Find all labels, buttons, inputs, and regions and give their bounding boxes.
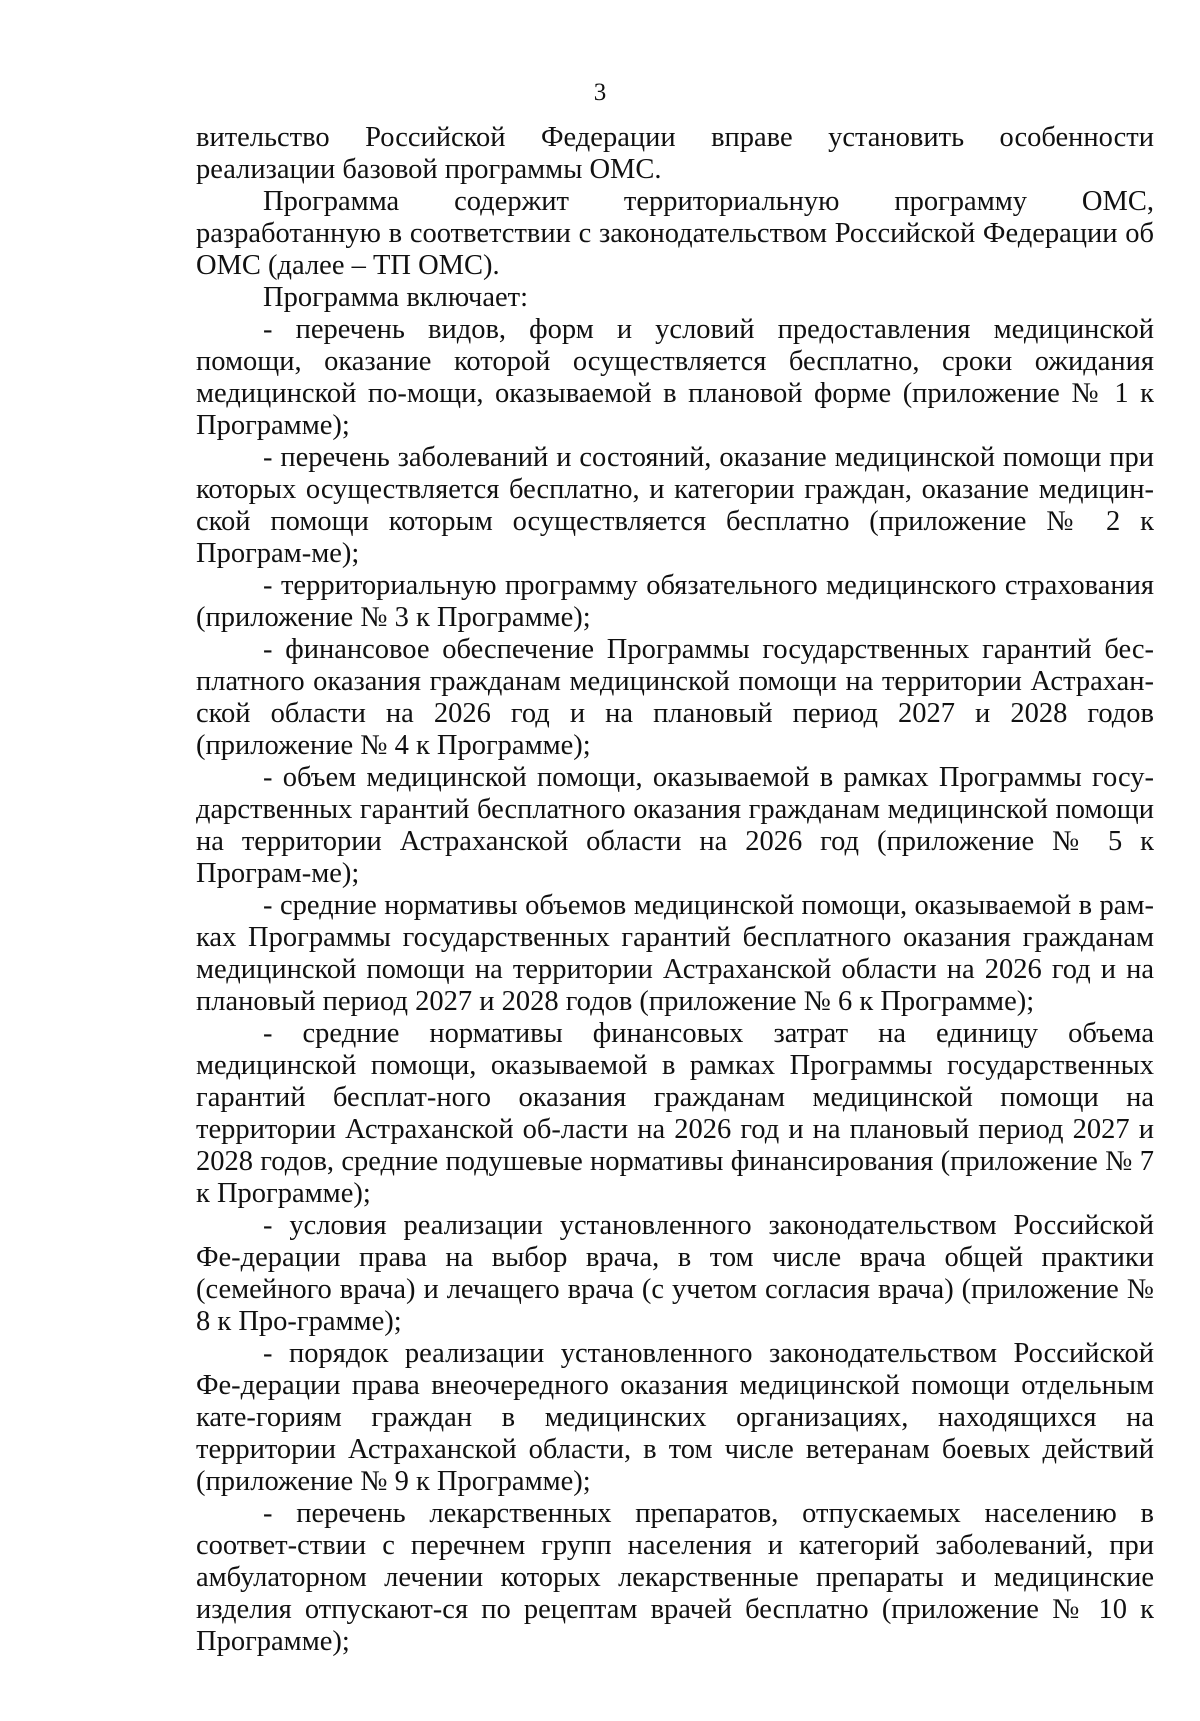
paragraph-tp-oms: Программа содержит территориальную программу ОМС, разработанную в соответствии с законодательством Российской Федерации об ОМС (далее – ТП ОМС). [196,186,1154,281]
list-item-appendix-8: - условия реализации установленного законодательством Российской Фе-дерации права на выбор врача, в том числе врача общей практики (семейного врача) и лечащего врача (с учетом согласия врача) (приложение № 8 к Про-грамме); [196,1210,1154,1337]
paragraph-continuation: вительство Российской Федерации вправе установить особенности реализации базовой программы ОМС. [196,122,1154,185]
list-item-appendix-10: - перечень лекарственных препаратов, отпускаемых населению в соответ-ствии с перечнем групп населения и категорий заболеваний, при амбулаторном лечении которых лекарственные препараты и медицинские изделия отпускают-ся по рецептам врачей бесплатно (приложение № 10 к Программе); [196,1498,1154,1657]
list-item-appendix-5: - объем медицинской помощи, оказываемой в рамках Программы госу-дарственных гарантий бесплатного оказания гражданам медицинской помощи на территории Астраханской области на 2026 год (приложение № 5 к Програм-ме); [196,762,1154,889]
page-number: 3 [593,79,607,106]
document-body [196,122,1154,1658]
list-item-appendix-1: - перечень видов, форм и условий предоставления медицинской помощи, оказание которой осуществляется бесплатно, сроки ожидания медицинской по-мощи, оказываемой в плановой форме (приложение № 1 к Программе); [196,314,1154,441]
paragraph-includes: Программа включает: [263,282,529,313]
list-item-appendix-6: - средние нормативы объемов медицинской помощи, оказываемой в рам-ках Программы государственных гарантий бесплатного оказания гражданам медицинской помощи на территории Астраханской области на 2026 год и на плановый период 2027 и 2028 годов (приложение № 6 к Программе); [196,890,1154,1017]
list-item-appendix-9: - порядок реализации установленного законодательством Российской Фе-дерации права внеочередного оказания медицинской помощи отдельным кате-гориям граждан в медицинских организациях, находящихся на территории Астраханской области, в том числе ветеранам боевых действий (приложение № 9 к Программе); [196,1338,1154,1497]
list-item-appendix-3: - территориальную программу обязательного медицинского страхования (приложение № 3 к Программе); [196,570,1154,633]
list-item-appendix-7: - средние нормативы финансовых затрат на единицу объема медицинской помощи, оказываемой в рамках Программы государственных гарантий бесплат-ного оказания гражданам медицинской помощи на территории Астраханской об-ласти на 2026 год и на плановый период 2027 и 2028 годов, средние подушевые нормативы финансирования (приложение № 7 к Программе); [196,1018,1154,1209]
list-item-appendix-4: - финансовое обеспечение Программы государственных гарантий бес-платного оказания гражданам медицинской помощи на территории Астрахан-ской области на 2026 год и на плановый период 2027 и 2028 годов (приложение № 4 к Программе); [196,634,1154,761]
list-item-appendix-2: - перечень заболеваний и состояний, оказание медицинской помощи при которых осуществляется бесплатно, и категории граждан, оказание медицин-ской помощи которым осуществляется бесплатно (приложение № 2 к Програм-ме); [196,442,1154,569]
